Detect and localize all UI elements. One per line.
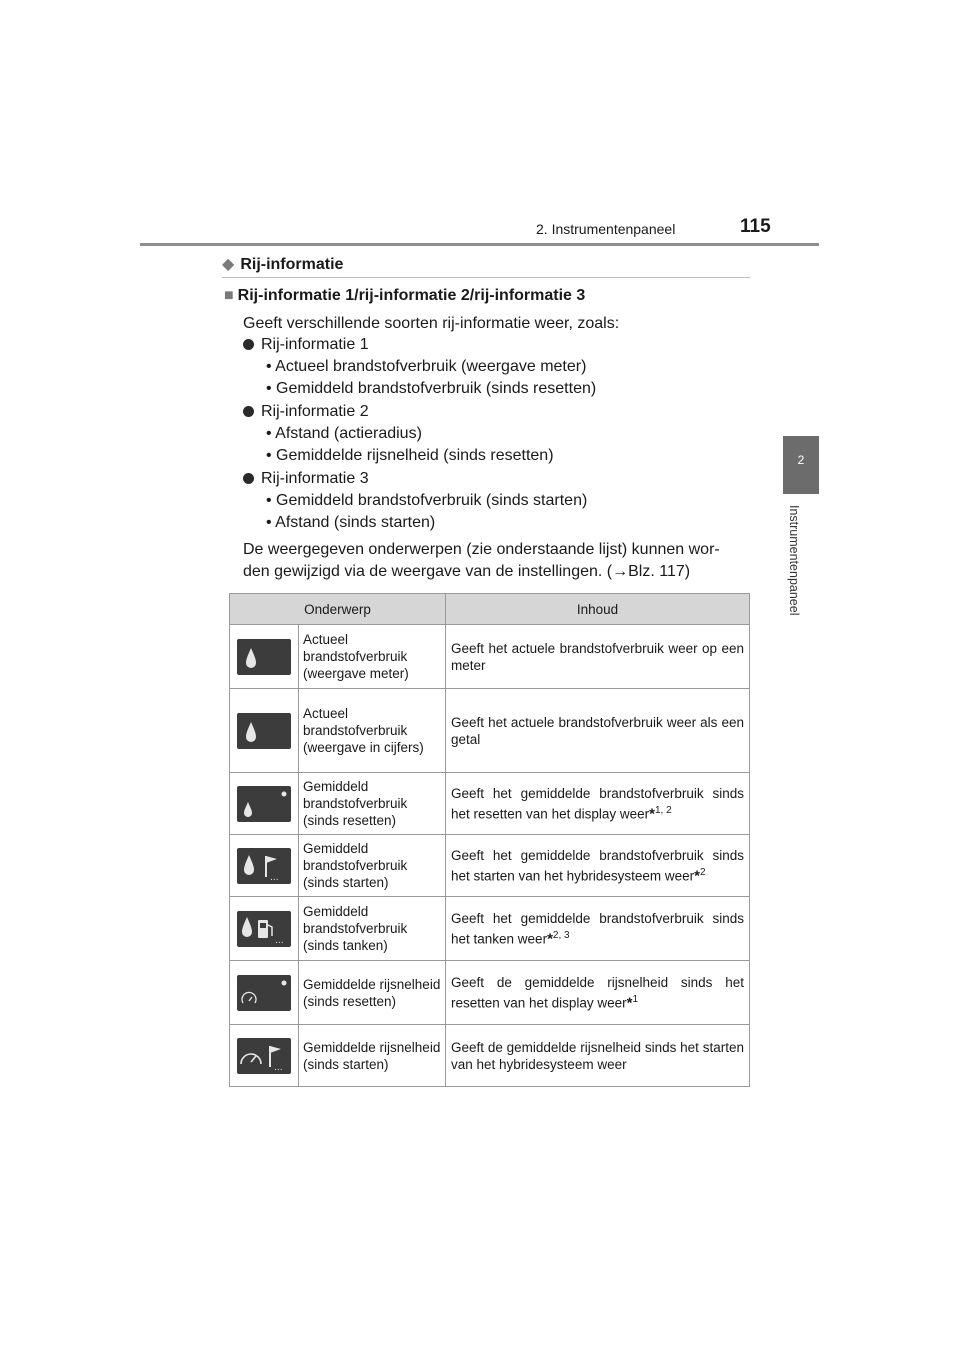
column-header-subject: Onderwerp xyxy=(230,594,446,625)
diamond-icon: ◆ xyxy=(222,256,235,273)
row-name: Gemiddeld brandstofverbruik (sinds starten) xyxy=(299,835,446,897)
bullet-dot-icon xyxy=(243,339,254,350)
group-2-item-2: • Gemiddelde rijsnelheid (sinds resetten) xyxy=(266,447,554,464)
square-bullet-icon: ■ xyxy=(224,287,234,304)
bullet-dot-icon xyxy=(243,473,254,484)
group-1-item-1: • Actueel brandstofverbruik (weergave meter) xyxy=(266,358,587,375)
row-desc: Geeft het actuele brandstofverbruik weer als een getal xyxy=(446,689,750,773)
group-3-item-2: • Afstand (sinds starten) xyxy=(266,514,436,531)
header-rule xyxy=(140,243,819,246)
row-desc: Geeft het gemiddelde brandstofverbruik sinds het tanken weer*$^{2, 3}$ xyxy=(446,897,750,961)
intro-text: Geeft verschillende soorten rij-informatie weer, zoals: xyxy=(243,315,620,332)
footnote-star: * xyxy=(694,867,700,885)
fuel-drop-icon xyxy=(237,713,291,749)
group-1-label: Rij-informatie 1 xyxy=(243,336,369,354)
bullet-dot-icon xyxy=(243,406,254,417)
table-row xyxy=(230,897,750,961)
row-desc: Geeft de gemiddelde rijsnelheid sinds het starten van het hybridesysteem weer xyxy=(446,1025,750,1087)
page-number: 115 xyxy=(740,216,771,237)
table-row xyxy=(230,835,750,897)
table-row xyxy=(230,773,750,835)
svg-text:...: ... xyxy=(270,872,279,883)
footnote-star: * xyxy=(649,805,655,823)
fuel-drop-reset-icon xyxy=(237,786,291,822)
row-name: Gemiddeld brandstofverbruik (sinds tanken) xyxy=(299,897,446,961)
column-header-content: Inhoud xyxy=(446,594,750,625)
svg-text:...: ... xyxy=(275,935,284,946)
row-name: Actueel brandstofverbruik (weergave meter) xyxy=(299,625,446,689)
row-name: Gemiddeld brandstofverbruik (sinds resetten) xyxy=(299,773,446,835)
chapter-label: Instrumentenpaneel xyxy=(787,505,801,616)
table-row xyxy=(230,961,750,1025)
fuel-drop-icon xyxy=(237,639,291,675)
svg-text:...: ... xyxy=(274,1062,283,1073)
footnote-star: * xyxy=(547,930,553,948)
section-title: Rij-informatie xyxy=(240,256,344,273)
table-row xyxy=(230,1025,750,1087)
group-2-label: Rij-informatie 2 xyxy=(243,403,369,421)
table-row xyxy=(230,625,750,689)
table-header-row xyxy=(230,594,750,625)
chapter-tab: 2 xyxy=(783,436,819,494)
row-desc: Geeft het actuele brandstofverbruik weer op een meter xyxy=(446,625,750,689)
table-row xyxy=(230,689,750,773)
group-3-label: Rij-informatie 3 xyxy=(243,470,369,488)
note-line-1: De weergegeven onderwerpen (zie onderstaande lijst) kunnen wor- xyxy=(243,541,720,558)
section-rule xyxy=(222,277,750,278)
footnote-star: * xyxy=(626,994,633,1012)
group-3-item-1: • Gemiddeld brandstofverbruik (sinds starten) xyxy=(266,492,588,509)
note-line-2: den gewijzigd via de weergave van de instellingen. (→Blz. 117) xyxy=(243,563,691,580)
row-name: Gemiddelde rijsnelheid (sinds resetten) xyxy=(299,961,446,1025)
running-header: 2. Instrumentenpaneel xyxy=(536,221,676,237)
info-table xyxy=(229,593,750,1087)
row-name: Gemiddelde rijsnelheid (sinds starten) xyxy=(299,1025,446,1087)
row-desc: Geeft het gemiddelde brandstofverbruik sinds het starten van het hybridesysteem weer*$^2$ xyxy=(446,835,750,897)
fuel-drop-flag-icon xyxy=(237,848,291,884)
sub-heading xyxy=(224,287,585,305)
row-desc: Geeft het gemiddelde brandstofverbruik sinds het resetten van het display weer*$^{1, 2}$ xyxy=(446,773,750,835)
section-heading xyxy=(222,254,343,274)
speedometer-reset-icon xyxy=(237,975,291,1011)
row-desc: Geeft de gemiddelde rijsnelheid sinds het resetten van het display weer*$^1$ xyxy=(446,961,750,1025)
fuel-pump-icon xyxy=(237,911,291,947)
speedometer-flag-icon xyxy=(237,1038,291,1074)
group-2-item-1: • Afstand (actieradius) xyxy=(266,425,422,442)
subsection-title: Rij-informatie 1/rij-informatie 2/rij-informatie 3 xyxy=(237,287,586,304)
row-name: Actueel brandstofverbruik (weergave in cijfers) xyxy=(299,689,446,773)
group-1-item-2: • Gemiddeld brandstofverbruik (sinds resetten) xyxy=(266,380,597,397)
